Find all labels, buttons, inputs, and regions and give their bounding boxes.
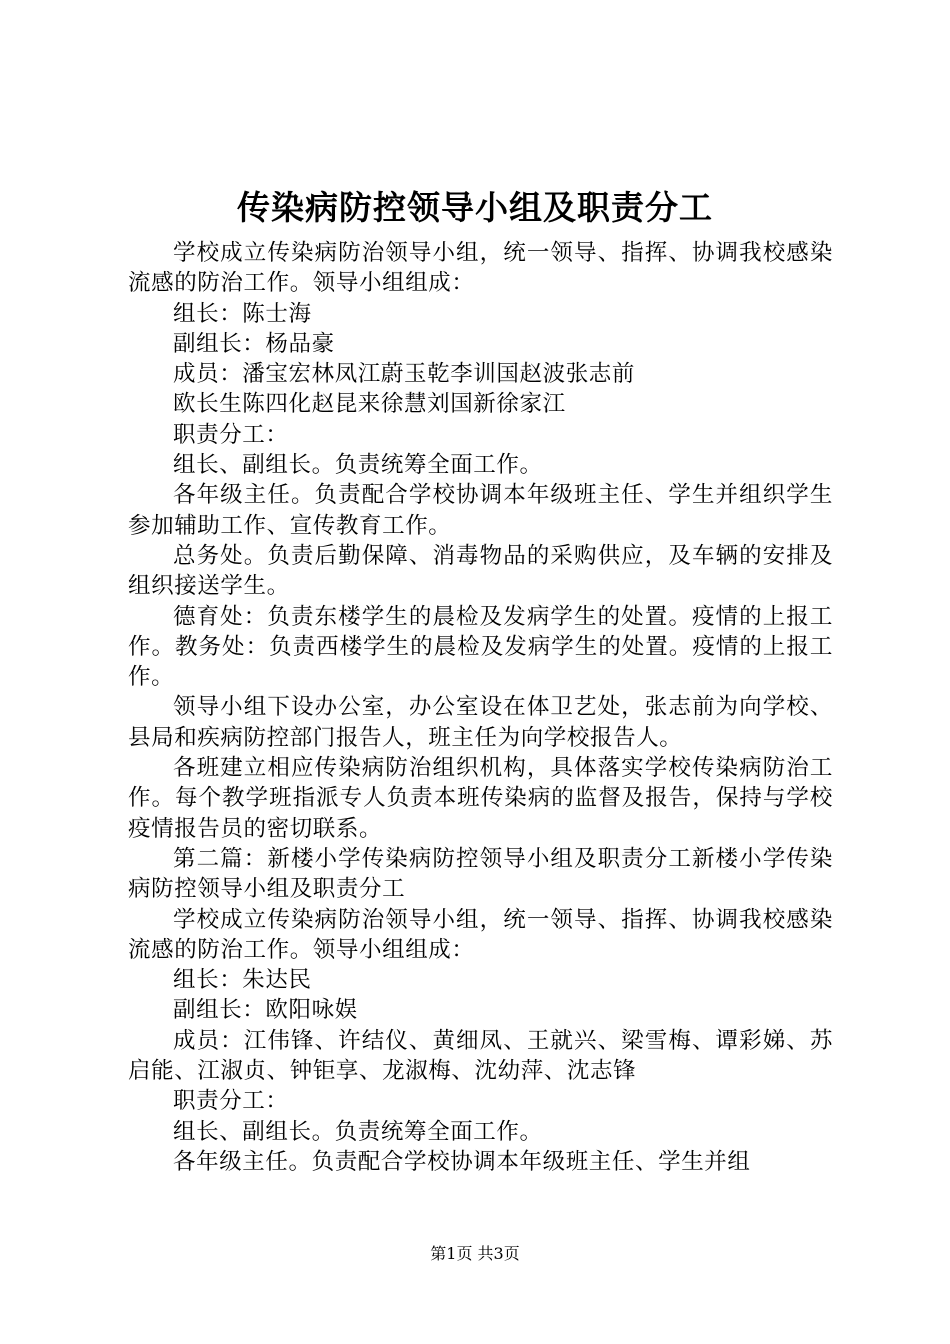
- paragraph: 各年级主任。负责配合学校协调本年级班主任、学生并组: [173, 1148, 751, 1175]
- paragraph: 组长、副组长。负责统筹全面工作。: [173, 1118, 543, 1145]
- document-body: [128, 238, 833, 1177]
- paragraph: 德育处：负责东楼学生的晨检及发病学生的处置。疫情的上报工作。教务处：负责西楼学生的晨检及发病学生的处置。疫情的上报工作。: [128, 603, 833, 691]
- paragraph: 组长：陈士海: [173, 300, 312, 327]
- paragraph: 成员：潘宝宏林凤江蔚玉乾李训国赵波张志前: [173, 361, 636, 388]
- paragraph: 副组长：杨品豪: [173, 330, 335, 357]
- paragraph: 副组长：欧阳咏娱: [173, 997, 358, 1024]
- document-title: 传染病防控领导小组及职责分工: [237, 188, 713, 227]
- paragraph: 成员：江伟锋、许结仪、黄细凤、王就兴、梁雪梅、谭彩娣、苏启能、江淑贞、钟钜享、龙淑梅、沈幼萍、沈志锋: [128, 1027, 833, 1085]
- paragraph: 组长、副组长。负责统筹全面工作。: [173, 452, 543, 479]
- paragraph: 各班建立相应传染病防治组织机构，具体落实学校传染病防治工作。每个教学班指派专人负责本班传染病的监督及报告，保持与学校疫情报告员的密切联系。: [128, 755, 833, 842]
- paragraph: 职责分工：: [173, 421, 289, 448]
- paragraph: 职责分工：: [173, 1088, 289, 1115]
- paragraph: 第二篇：新楼小学传染病防控领导小组及职责分工新楼小学传染病防控领导小组及职责分工: [128, 845, 833, 903]
- paragraph: 领导小组下设办公室，办公室设在体卫艺处，张志前为向学校、县局和疾病防控部门报告人，班主任为向学校报告人。: [128, 694, 833, 751]
- page-footer: 第1页 共3页: [430, 1244, 520, 1263]
- paragraph: 欧长生陈四化赵昆来徐慧刘国新徐家江: [173, 391, 566, 418]
- paragraph: 学校成立传染病防治领导小组，统一领导、指挥、协调我校感染流感的防治工作。领导小组组成：: [128, 240, 833, 297]
- paragraph: 学校成立传染病防治领导小组，统一领导、指挥、协调我校感染流感的防治工作。领导小组组成：: [128, 906, 833, 963]
- paragraph: 组长：朱达民: [173, 967, 312, 994]
- paragraph: 总务处。负责后勤保障、消毒物品的采购供应，及车辆的安排及组织接送学生。: [128, 542, 833, 600]
- paragraph: 各年级主任。负责配合学校协调本年级班主任、学生并组织学生参加辅助工作、宣传教育工作。: [128, 482, 833, 539]
